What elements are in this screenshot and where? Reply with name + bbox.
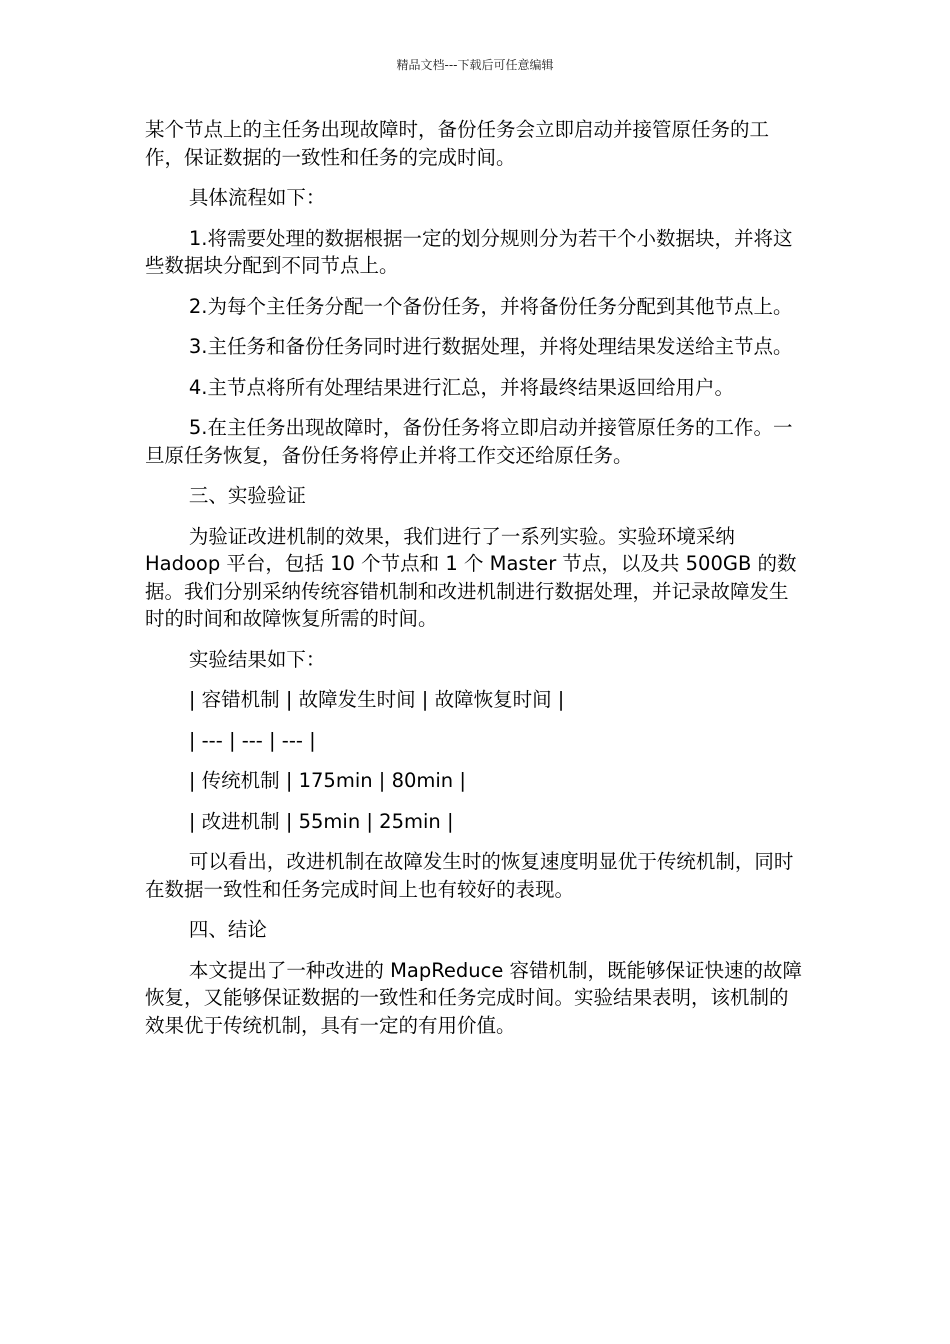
section-heading-experiment: 三、实验验证 [188, 484, 306, 507]
paragraph-continuation: 某个节点上的主任务出现故障时，备份任务会立即启动并接管原任务的工作，保证数据的一致性和任务的完成时间。 [145, 118, 770, 169]
paragraph-step-1: 1.将需要处理的数据根据一定的划分规则分为若干个小数据块，并将这些数据块分配到不同节点上。 [145, 226, 793, 277]
table-line-improved: | 改进机制 | 55min | 25min | [188, 809, 454, 833]
document-body [145, 116, 805, 1052]
table-line-separator: | --- | --- | --- | [188, 728, 316, 752]
paragraph-process-intro: 具体流程如下： [188, 186, 326, 209]
paragraph-conclusion: 本文提出了一种改进的 MapReduce 容错机制，既能够保证快速的故障恢复，又能够保证数据的一致性和任务完成时间。实验结果表明，该机制的效果优于传统机制，具有一定的有用价值。 [145, 958, 803, 1037]
paragraph-experiment-setup: 为验证改进机制的效果，我们进行了一系列实验。实验环境采纳 Hadoop 平台，包括 10 个节点和 1 个 Master 节点，以及共 500GB 的数据。我们分别采纳传统容错机制和改进机制进行数据处理，并记录故障发生时的时间和故障恢复所需的时间。 [145, 524, 797, 630]
table-line-traditional: | 传统机制 | 175min | 80min | [188, 769, 466, 792]
table-line-header: | 容错机制 | 故障发生时间 | 故障恢复时间 | [188, 688, 565, 711]
page-header: 精品文档---下载后可任意编辑 [396, 58, 554, 72]
paragraph-step-5: 5.在主任务出现故障时，备份任务将立即启动并接管原任务的工作。一旦原任务恢复，备份任务将停止并将工作交还给原任务。 [145, 416, 793, 467]
paragraph-analysis: 可以看出，改进机制在故障发生时的恢复速度明显优于传统机制，同时在数据一致性和任务完成时间上也有较好的表现。 [145, 850, 794, 901]
paragraph-step-2: 2.为每个主任务分配一个备份任务，并将备份任务分配到其他节点上。 [188, 294, 793, 318]
paragraph-results-intro: 实验结果如下： [188, 647, 326, 671]
paragraph-step-3: 3.主任务和备份任务同时进行数据处理，并将处理结果发送给主节点。 [188, 335, 793, 358]
paragraph-step-4: 4.主节点将所有处理结果进行汇总，并将最终结果返回给用户。 [188, 375, 734, 399]
section-heading-conclusion: 四、结论 [188, 918, 267, 941]
